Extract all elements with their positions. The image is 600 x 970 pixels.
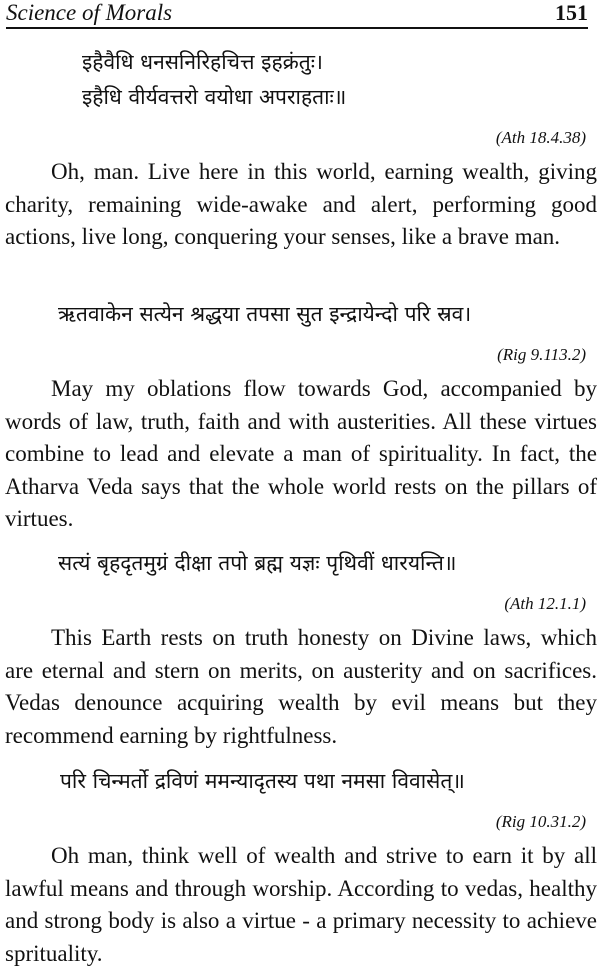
verse-2-citation: (Rig 9.113.2) xyxy=(497,345,586,364)
verse-3-line-1: सत्यं बृहदृतमुग्रं दीक्षा तपो ब्रह्म यज्ञः पृथिवीं धारयन्ति॥ xyxy=(58,551,457,575)
paragraph-1: Oh, man. Live here in this world, earning wealth, giving charity, remaining wide-awake and alert, performing good actions, live long, conquering your senses, like a brave man. xyxy=(5,159,597,249)
verse-1-citation: (Ath 18.4.38) xyxy=(495,128,586,147)
page-header xyxy=(6,0,588,29)
verse-1-line-2: इहैधि वीर्यवत्तरो वयोधा अपराहताः॥ xyxy=(82,85,347,109)
verse-2-line-1: ऋतवाकेन सत्येन श्रद्धया तपसा सुत इन्द्रायेन्दो परि स्रव। xyxy=(58,302,472,326)
paragraph-4: Oh man, think well of wealth and strive to earn it by all lawful means and through worship. According to vedas, healthy and strong body is also a virtue - a primary necessity to achieve sprituality. xyxy=(5,843,597,966)
page-number: 151 xyxy=(555,0,588,25)
paragraph-2: May my oblations flow towards God, accompanied by words of law, truth, faith and with austerities. All these virtues combine to lead and elevate a man of spirituality. In fact, the Atharva Veda says that the whole world rests on the pillars of virtues. xyxy=(5,376,597,531)
verse-4-citation: (Rig 10.31.2) xyxy=(495,812,586,831)
verse-4-line-1: परि चिन्मर्तो द्रविणं ममन्यादृतस्य पथा नमसा विवासेत्॥ xyxy=(60,769,465,793)
verse-1-line-1: इहैवैधि धनसनिरिहचित्त इहक्रंतुः। xyxy=(82,50,323,74)
paragraph-3: This Earth rests on truth honesty on Divine laws, which are eternal and stern on merits, on austerity and on sacrifices. Vedas denounce acquiring wealth by evil means but they recommend earning by rightfulness. xyxy=(5,625,597,748)
running-title: Science of Morals xyxy=(6,0,173,25)
verse-3-citation: (Ath 12.1.1) xyxy=(504,594,586,613)
